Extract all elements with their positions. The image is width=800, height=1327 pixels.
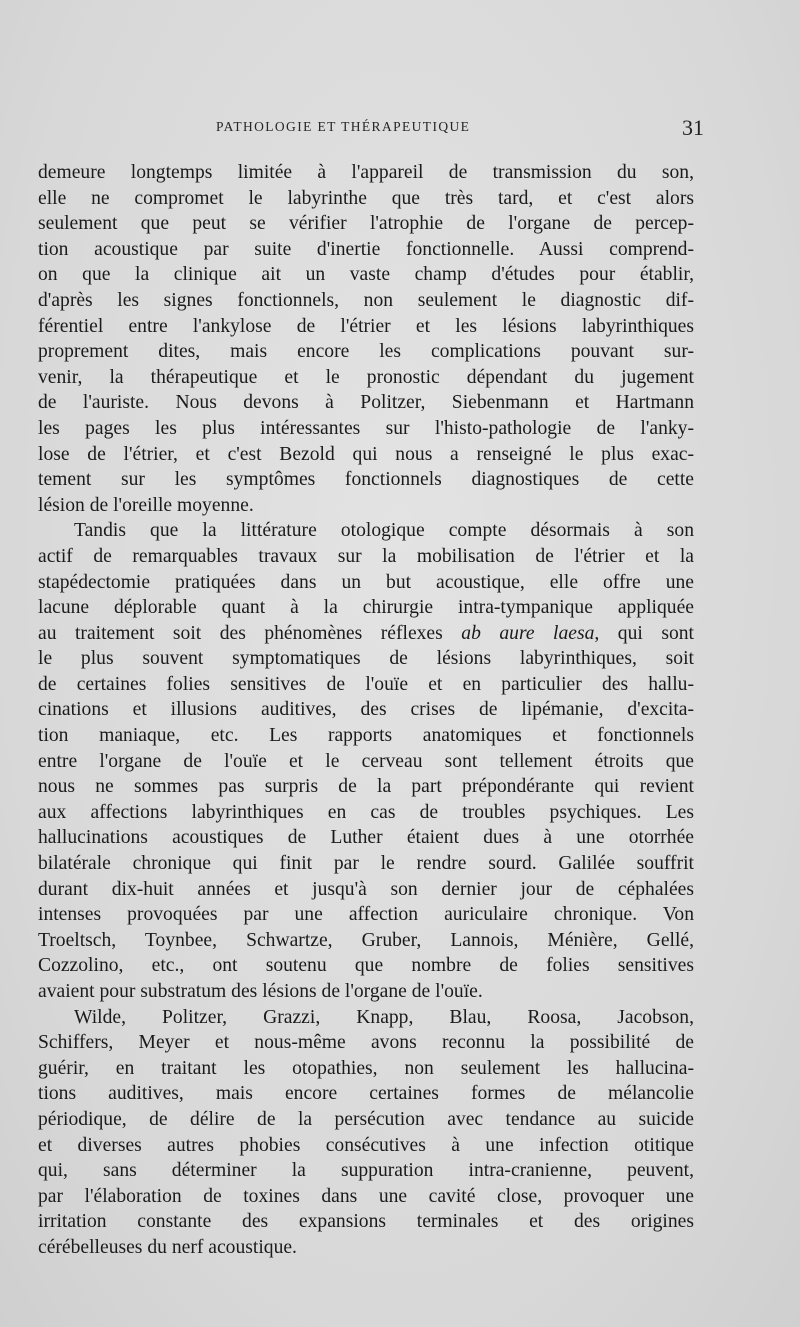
text-line: cinations et illusions auditives, des crises de lipémanie, d'excita- <box>38 699 694 721</box>
text-line: bilatérale chronique qui finit par le rendre sourd. Galilée souffrit <box>38 853 694 875</box>
text-line: seulement que peut se vérifier l'atrophie de l'organe de percep- <box>38 213 694 235</box>
text-line: guérir, en traitant les otopathies, non seulement les hallucina- <box>38 1057 694 1079</box>
latin-phrase: ab aure laesa <box>461 622 595 644</box>
text-line: cérébelleuses du nerf acoustique. <box>38 1236 297 1258</box>
text-line: et diverses autres phobies consécutives à une infection otitique <box>38 1134 694 1156</box>
text-line: Wilde, Politzer, Grazzi, Knapp, Blau, Roosa, Jacobson, <box>74 1006 694 1028</box>
text-line: Tandis que la littérature otologique compte désormais à son <box>74 520 694 542</box>
page-number: 31 <box>682 115 704 140</box>
text-line: demeure longtemps limitée à l'appareil de transmission du son, <box>38 162 694 183</box>
body-text <box>38 160 694 1261</box>
text-line <box>38 621 694 647</box>
text-segment: au traitement soit des phénomènes réflexes <box>38 622 443 644</box>
text-line: on que la clinique ait un vaste champ d'études pour établir, <box>38 264 694 286</box>
text-line: Cozzolino, etc., ont soutenu que nombre de folies sensitives <box>38 955 694 977</box>
text-line: férentiel entre l'ankylose de l'étrier et les lésions labyrinthiques <box>38 315 694 337</box>
text-line: lacune déplorable quant à la chirurgie intra-tympanique appliquée <box>38 597 694 619</box>
text-line: proprement dites, mais encore les complications pouvant sur- <box>38 341 694 363</box>
text-line: périodique, de délire de la persécution avec tendance au suicide <box>38 1108 694 1130</box>
text-segment: , qui sont <box>594 622 694 644</box>
text-line: venir, la thérapeutique et le pronostic dépendant du jugement <box>38 366 694 388</box>
text-line: d'après les signes fonctionnels, non seulement le diagnostic dif- <box>38 289 694 311</box>
text-line: actif de remarquables travaux sur la mobilisation de l'étrier et la <box>38 545 694 567</box>
text-line: entre l'organe de l'ouïe et le cerveau sont tellement étroits que <box>38 750 694 772</box>
text-line: tions auditives, mais encore certaines formes de mélancolie <box>38 1083 694 1105</box>
text-line: qui, sans déterminer la suppuration intra-cranienne, peuvent, <box>38 1160 694 1182</box>
text-line: intenses provoquées par une affection auriculaire chronique. Von <box>38 904 694 926</box>
text-line: tion acoustique par suite d'inertie fonctionnelle. Aussi comprend- <box>38 238 694 260</box>
text-line: aux affections labyrinthiques en cas de troubles psychiques. Les <box>38 801 694 823</box>
text-line: lésion de l'oreille moyenne. <box>38 494 254 516</box>
text-line: nous ne sommes pas surpris de la part prépondérante qui revient <box>38 776 694 798</box>
text-line: les pages les plus intéressantes sur l'histo-pathologie de l'anky- <box>38 417 694 439</box>
text-line: hallucinations acoustiques de Luther étaient dues à une otorrhée <box>38 827 694 849</box>
text-line: stapédectomie pratiquées dans un but acoustique, elle offre une <box>38 571 694 593</box>
text-line: Troeltsch, Toynbee, Schwartze, Gruber, Lannois, Ménière, Gellé, <box>38 929 694 951</box>
text-line: tement sur les symptômes fonctionnels diagnostiques de cette <box>38 469 694 491</box>
text-line: tion maniaque, etc. Les rapports anatomiques et fonctionnels <box>38 725 694 747</box>
text-line: par l'élaboration de toxines dans une cavité close, provoquer une <box>38 1185 694 1207</box>
running-title: PATHOLOGIE ET THÉRAPEUTIQUE <box>216 119 471 134</box>
text-line: elle ne compromet le labyrinthe que très tard, et c'est alors <box>38 187 694 209</box>
text-line: de l'auriste. Nous devons à Politzer, Siebenmann et Hartmann <box>38 392 694 414</box>
text-line: avaient pour substratum des lésions de l'organe de l'ouïe. <box>38 981 483 1002</box>
running-head <box>40 115 704 145</box>
text-line: Schiffers, Meyer et nous-même avons reconnu la possibilité de <box>38 1032 694 1054</box>
text-line: de certaines folies sensitives de l'ouïe et en particulier des hallu- <box>38 673 694 695</box>
text-line: lose de l'étrier, et c'est Bezold qui nous a renseigné le plus exac- <box>38 443 694 465</box>
text-line: irritation constante des expansions terminales et des origines <box>38 1211 694 1233</box>
text-line: durant dix-huit années et jusqu'à son dernier jour de céphalées <box>38 878 694 900</box>
text-line: le plus souvent symptomatiques de lésions labyrinthiques, soit <box>38 648 694 670</box>
